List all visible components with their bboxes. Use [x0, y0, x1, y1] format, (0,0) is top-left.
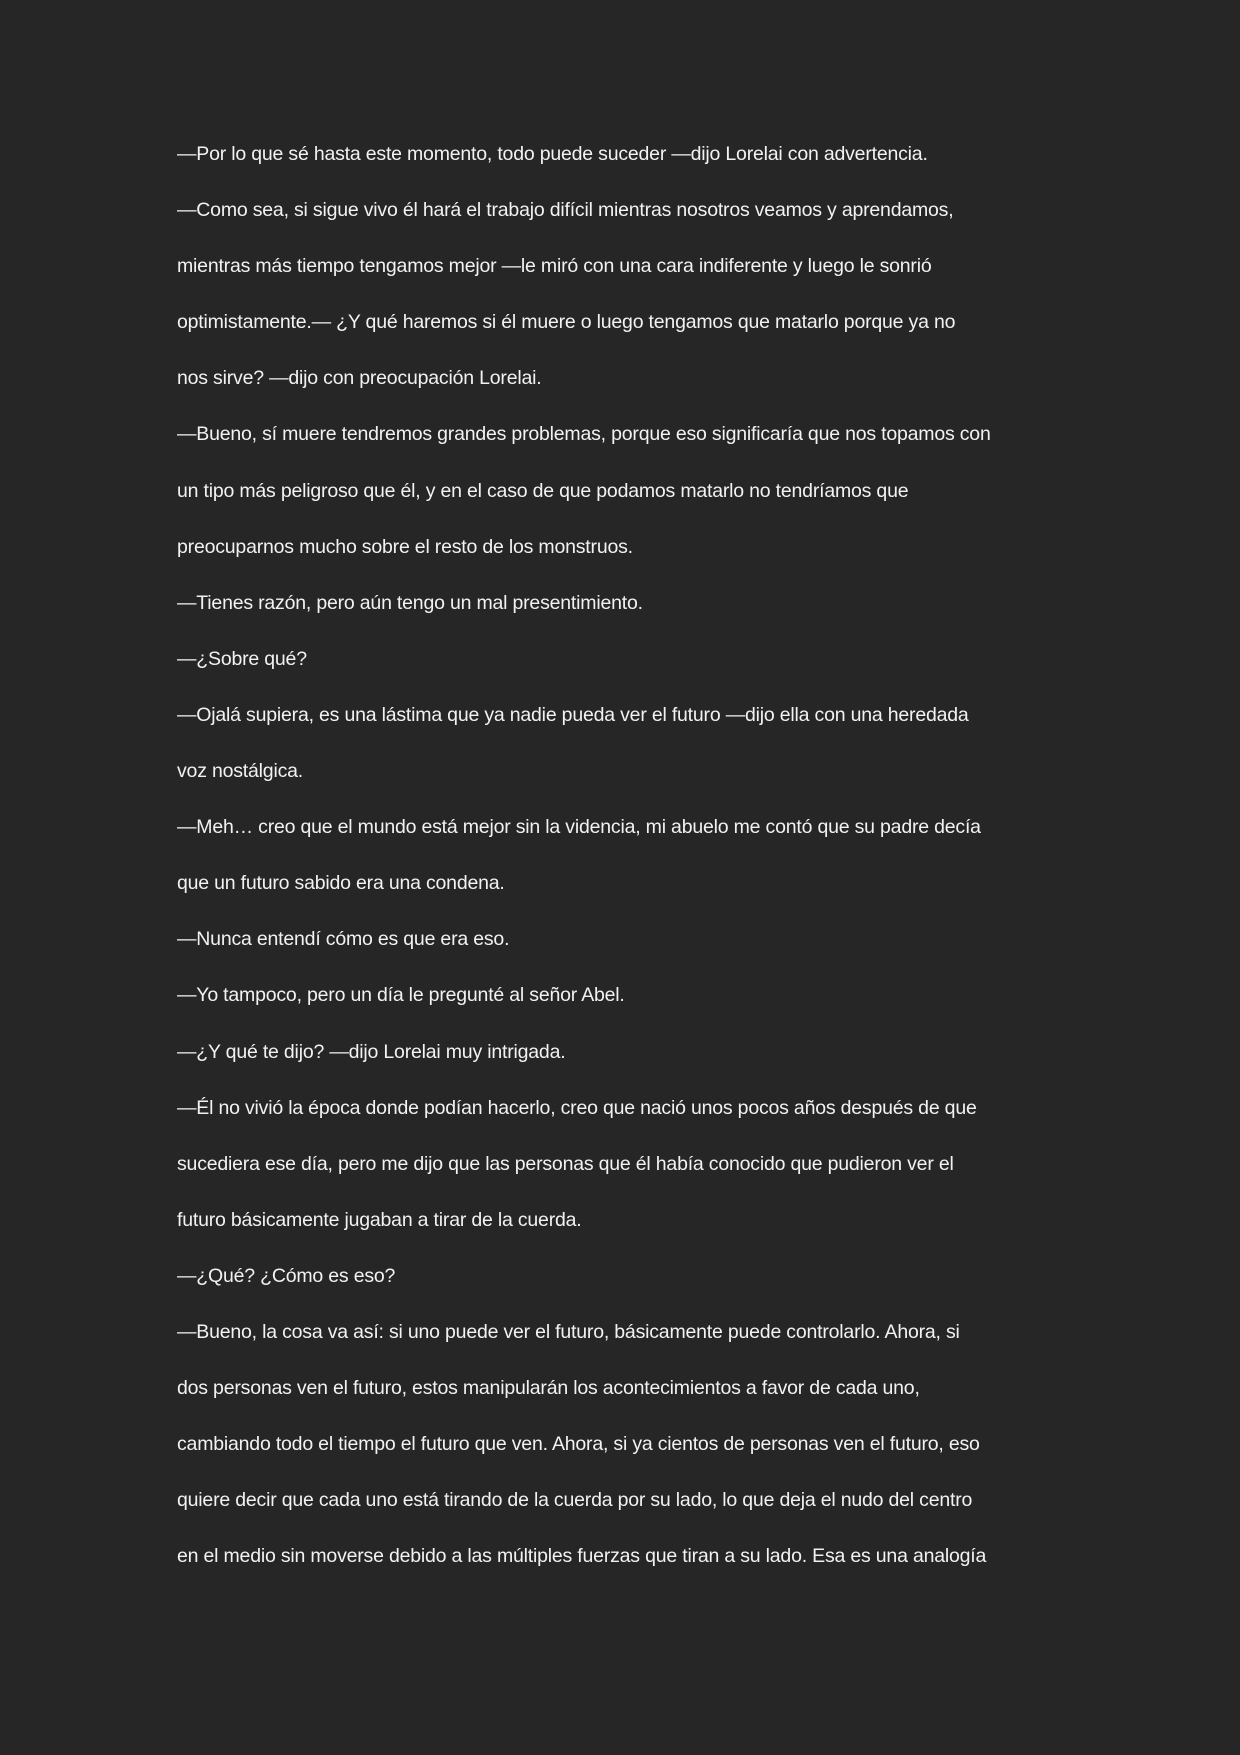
- text-line: dos personas ven el futuro, estos manipularán los acontecimientos a favor de cada uno,: [177, 1377, 920, 1400]
- text-line: quiere decir que cada uno está tirando de la cuerda por su lado, lo que deja el nudo del centro: [177, 1489, 973, 1512]
- document-page: [177, 143, 1077, 1601]
- text-line: —¿Qué? ¿Cómo es eso?: [177, 1264, 396, 1287]
- text-line: —Ojalá supiera, es una lástima que ya nadie pueda ver el futuro —dijo ella con una heredada: [177, 703, 969, 726]
- text-line: —Yo tampoco, pero un día le pregunté al señor Abel.: [177, 984, 625, 1007]
- text-line: nos sirve? —dijo con preocupación Lorelai.: [177, 367, 542, 390]
- text-line: —¿Sobre qué?: [177, 647, 307, 670]
- text-line: mientras más tiempo tengamos mejor —le miró con una cara indiferente y luego le sonrió: [177, 255, 932, 278]
- text-line: que un futuro sabido era una condena.: [177, 872, 505, 895]
- text-line: —Nunca entendí cómo es que era eso.: [177, 928, 510, 951]
- text-line: —Él no vivió la época donde podían hacerlo, creo que nació unos pocos años después de que: [177, 1096, 977, 1119]
- text-line: —Bueno, la cosa va así: si uno puede ver el futuro, básicamente puede controlarlo. Ahora, si: [177, 1320, 960, 1343]
- text-line: —Como sea, si sigue vivo él hará el trabajo difícil mientras nosotros veamos y aprendamos,: [177, 199, 954, 222]
- text-line: sucediera ese día, pero me dijo que las personas que él había conocido que pudieron ver el: [177, 1152, 954, 1175]
- text-line: —Bueno, sí muere tendremos grandes problemas, porque eso significaría que nos topamos con: [177, 423, 991, 446]
- text-line: cambiando todo el tiempo el futuro que ven. Ahora, si ya cientos de personas ven el futuro, eso: [177, 1433, 980, 1456]
- text-line: —Por lo que sé hasta este momento, todo puede suceder —dijo Lorelai con advertencia.: [177, 143, 928, 165]
- text-line: en el medio sin moverse debido a las múltiples fuerzas que tiran a su lado. Esa es una analogía: [177, 1545, 987, 1568]
- text-line: —Tienes razón, pero aún tengo un mal presentimiento.: [177, 591, 643, 614]
- text-line: optimistamente.— ¿Y qué haremos si él muere o luego tengamos que matarlo porque ya no: [177, 311, 956, 334]
- text-line: voz nostálgica.: [177, 760, 303, 783]
- text-line: —¿Y qué te dijo? —dijo Lorelai muy intrigada.: [177, 1040, 566, 1063]
- text-line: futuro básicamente jugaban a tirar de la cuerda.: [177, 1208, 582, 1231]
- text-line: —Meh… creo que el mundo está mejor sin la videncia, mi abuelo me contó que su padre decía: [177, 816, 981, 839]
- text-line: preocuparnos mucho sobre el resto de los monstruos.: [177, 535, 633, 558]
- text-line: un tipo más peligroso que él, y en el caso de que podamos matarlo no tendríamos que: [177, 479, 909, 502]
